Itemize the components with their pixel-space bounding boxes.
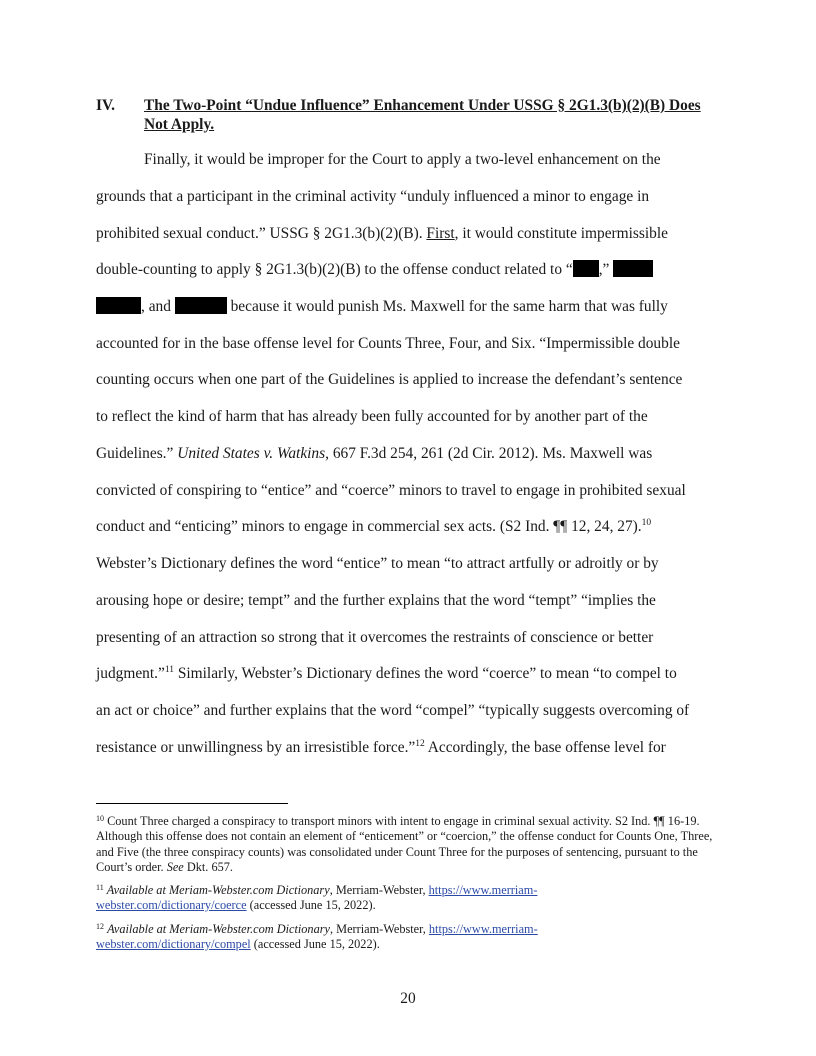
body-line: arousing hope or desire; tempt” and the further explains that the word “tempt” “implies the — [96, 592, 656, 609]
emphasis-first: First — [426, 225, 455, 242]
section-number: IV. — [96, 97, 115, 114]
redaction-block — [175, 297, 227, 314]
footnote-11: $^{11}$ Available at Meriam-Webster.com Dictionary, Merriam-Webster, https://www.merriam- webster.com/dictionary/coerce (accessed June 15, 2022). — [96, 883, 538, 913]
case-citation: United States v. Watkins — [177, 445, 326, 462]
body-line: conduct and “enticing” minors to engage in commercial sex acts. (S2 Ind. ¶¶ 12, 24, 27).$^{10}$ — [96, 518, 652, 535]
body-line: presenting of an attraction so strong that it overcomes the restraints of conscience or better — [96, 629, 654, 646]
footnote-11-link-cont[interactable]: webster.com/dictionary/coerce — [96, 898, 247, 913]
body-line: judgment.”$^{11}$ Similarly, Webster’s Dictionary defines the word “coerce” to mean “to compel to — [96, 665, 677, 682]
section-title: The Two-Point “Undue Influence” Enhancement Under USSG § 2G1.3(b)(2)(B) Does Not Apply. — [144, 97, 701, 133]
body-line: convicted of conspiring to “entice” and “coerce” minors to travel to engage in prohibited sexual — [96, 482, 686, 499]
redaction-block — [573, 260, 599, 277]
body-line: Guidelines.” United States v. Watkins, 667 F.3d 254, 261 (2d Cir. 2012). Ms. Maxwell was — [96, 445, 653, 462]
body-line: Finally, it would be improper for the Court to apply a two-level enhancement on the — [144, 151, 661, 168]
body-line: counting occurs when one part of the Guidelines is applied to increase the defendant’s sentence — [96, 371, 683, 388]
body-line: double-counting to apply § 2G1.3(b)(2)(B) to the offense conduct related to “ ,” — [96, 260, 653, 280]
footnote-12: $^{12}$ Available at Meriam-Webster.com Dictionary, Merriam-Webster, https://www.merriam- webster.com/dictionary/compel (accessed June 15, 2022). — [96, 922, 538, 952]
redaction-block — [96, 297, 141, 314]
body-line: accounted for in the base offense level for Counts Three, Four, and Six. “Impermissible double — [96, 335, 680, 352]
footnote-10: $^{10}$ Count Three charged a conspiracy to transport minors with intent to engage in criminal sexual activity. S2 Ind. ¶¶ 16-19. Although this offense does not contain an element of “enticement” or “coercion,” the offense conduct for Counts One, Three, and Five (the three conspiracy counts) was consolidated under Count Three for the purposes of sentencing, pursuant to the Court’s order. See Dkt. 657. — [96, 814, 713, 874]
body-line: Webster’s Dictionary defines the word “entice” to mean “to attract artfully or adroitly or by — [96, 555, 659, 572]
footnote-ref-10[interactable]: 10 — [641, 518, 652, 528]
footnote-divider — [96, 803, 288, 804]
footnote-12-link-cont[interactable]: webster.com/dictionary/compel — [96, 937, 251, 952]
body-line: an act or choice” and further explains that the word “compel” “typically suggests overcoming of — [96, 702, 690, 719]
body-line: grounds that a participant in the criminal activity “unduly influenced a minor to engage in — [96, 188, 650, 205]
body-line: prohibited sexual conduct.” USSG § 2G1.3(b)(2)(B). First, it would constitute impermissible — [96, 225, 668, 242]
footnote-ref-11[interactable]: 11 — [164, 665, 174, 675]
footnote-11-link[interactable]: https://www.merriam- — [428, 883, 538, 897]
body-line: resistance or unwillingness by an irresistible force.”$^{12}$ Accordingly, the base offense level for — [96, 739, 666, 756]
footnote-12-link[interactable]: https://www.merriam- — [428, 922, 538, 936]
page-number: 20 — [400, 990, 416, 1007]
redaction-block — [613, 260, 653, 277]
footnote-ref-12[interactable]: 12 — [415, 739, 425, 749]
body-line: to reflect the kind of harm that has already been fully accounted for by another part of the — [96, 408, 648, 425]
body-line: , and because it would punish Ms. Maxwell for the same harm that was fully — [96, 297, 668, 317]
